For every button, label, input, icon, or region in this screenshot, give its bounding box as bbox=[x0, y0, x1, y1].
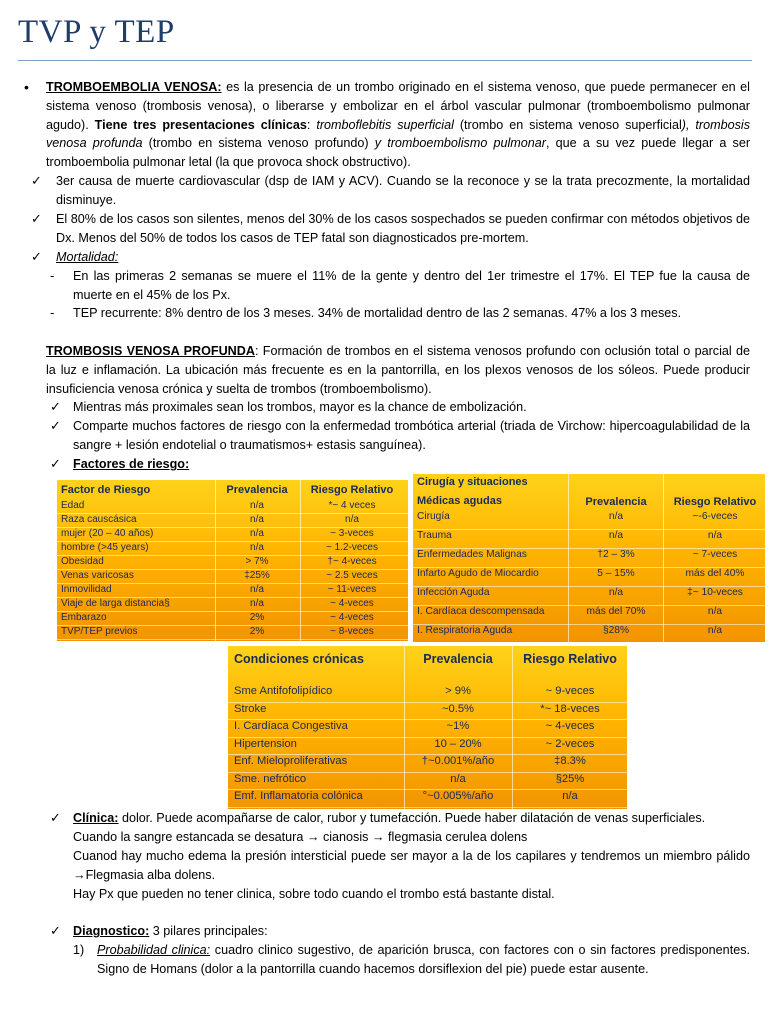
check-icon: ✓ bbox=[50, 923, 61, 938]
table-cell: ~ 11-veces bbox=[327, 584, 377, 595]
table-cell: Hipertension bbox=[234, 737, 297, 750]
table-column-divider bbox=[568, 474, 569, 642]
table-cell: > 7% bbox=[245, 556, 269, 567]
clinica-line-1 bbox=[73, 809, 750, 828]
table-cell: ‡8.3% bbox=[554, 755, 586, 767]
table-cell: ~ 8-veces bbox=[330, 626, 374, 637]
table-cell: n/a bbox=[250, 500, 264, 511]
table-cell: Cirugía bbox=[417, 511, 450, 522]
check-icon: ✓ bbox=[50, 399, 61, 414]
table-header-cell: Cirugía y situaciones bbox=[417, 476, 528, 488]
page-title: TVP y TEP bbox=[18, 14, 175, 50]
clinica-line-2: Cuando la sangre estancada se desatura → cianosis → flegmasia cerulea dolens bbox=[73, 830, 528, 844]
table-cell: n/a bbox=[562, 790, 578, 802]
table-cell: Infarto Agudo de Miocardio bbox=[417, 568, 539, 579]
table-cell: Stroke bbox=[234, 702, 267, 715]
clinica-text-1: dolor. Puede acompañarse de calor, rubor y tumefacción. Puede haber dilatación de venas superficiales. bbox=[118, 811, 706, 825]
table-cell: n/a bbox=[608, 530, 624, 541]
table-header-cell: Condiciones crónicas bbox=[234, 652, 364, 666]
table-cell: > 9% bbox=[445, 685, 471, 697]
table-cell: 10 – 20% bbox=[434, 737, 482, 750]
table-cell: Sme Antifofolipídico bbox=[234, 685, 333, 697]
table-cell: Infección Aguda bbox=[417, 587, 490, 598]
table-header-cell: Médicas agudas bbox=[417, 495, 502, 507]
table-cell: Venas varicosas bbox=[61, 570, 134, 581]
table-cell: Raza causcásica bbox=[61, 514, 137, 525]
table-cell: †2 – 3% bbox=[597, 549, 635, 560]
p2-text: : Formación de trombos en el sistema venosos profundo con oclusión total o parcial de la luz e inflamación. La ubicación más frecuente es en la pantorrilla, en los plexos venosos de los sóleos. Puede producir insuficiencia venosa crónica y suelta de trombos (tromboembolismo). bbox=[46, 344, 750, 396]
table-column-divider bbox=[215, 480, 216, 641]
heading-tromboembolia: TROMBOEMBOLIA VENOSA: bbox=[46, 80, 222, 94]
table-cell: ~0.5% bbox=[441, 702, 475, 715]
p1-italic-2: ), trombosis venosa profunda bbox=[46, 117, 750, 151]
table-cell: n/a bbox=[608, 511, 624, 522]
table-cell: Embarazo bbox=[61, 612, 107, 623]
table-cell: n/a bbox=[608, 587, 624, 598]
dash-item-2: TEP recurrente: 8% dentro de los 3 meses. 34% de mortalidad dentro de las 2 semanas. 47% a los 3 meses. bbox=[73, 306, 682, 320]
table-column-divider bbox=[663, 474, 664, 642]
table-cell: §28% bbox=[602, 625, 630, 636]
table-cell: n/a bbox=[250, 584, 264, 595]
table-cell: mujer (20 – 40 años) bbox=[61, 528, 154, 539]
table-cell: n/a bbox=[250, 528, 264, 539]
table-cell: *~ 4 veces bbox=[328, 500, 376, 511]
table-cell: más del 70% bbox=[586, 606, 646, 617]
table-cell: n/a bbox=[707, 530, 723, 541]
table-cell: Inmovilidad bbox=[61, 584, 112, 595]
table-cell: 2% bbox=[249, 612, 265, 623]
table-cell: n/a bbox=[707, 606, 723, 617]
table-cell: n/a bbox=[250, 598, 264, 609]
check-item-5: Comparte muchos factores de riesgo con la enfermedad trombótica arterial (triada de Virchow: hipercoagulabilidad de la sangre + lesión endotelial o traumatismos+ estasis sanguínea). bbox=[73, 419, 750, 452]
table-cell: Sme. nefrótico bbox=[234, 772, 307, 785]
table-cell: Enfermedades Malignas bbox=[417, 549, 527, 560]
p1-text-5: , que a su vez puede llegar a ser tromboembolia pulmonar letal (la que provoca shock obstructivo). bbox=[46, 136, 751, 170]
p1-italic-3: y tromboembolismo pulmonar bbox=[374, 136, 546, 151]
table-cell: ~ 2-veces bbox=[545, 737, 595, 750]
clinica-line-3: Cuanod hay mucho edema la presión intersticial puede ser mayor a la de los capilares y tendremos un miembro pálido →Flegmasia alba dolens. bbox=[73, 849, 750, 882]
table-cell: †~ 4-veces bbox=[327, 556, 377, 567]
diagnostico-item-1 bbox=[97, 941, 750, 979]
check-item-mortalidad bbox=[56, 248, 750, 267]
table-header-cell: Prevalencia bbox=[226, 484, 288, 496]
table-cell: ~ 3-veces bbox=[330, 528, 374, 539]
table-cell: n/a bbox=[450, 772, 466, 785]
table-cell: I. Cardíaca descompensada bbox=[417, 606, 545, 617]
dash-marker: - bbox=[50, 305, 55, 320]
mortalidad-label: Mortalidad: bbox=[56, 250, 119, 264]
table-header-cell: Prevalencia bbox=[423, 652, 493, 666]
list-number: 1) bbox=[73, 943, 85, 957]
table-cell: 5 – 15% bbox=[597, 568, 635, 579]
paragraph-tvp bbox=[46, 342, 750, 398]
table-cell: ‡~ 10-veces bbox=[687, 587, 743, 598]
table-cell: n/a bbox=[250, 514, 264, 525]
table-cell: ~ 9-veces bbox=[545, 685, 595, 697]
check-icon: ✓ bbox=[50, 418, 61, 433]
table-cell: †~0.001%/año bbox=[421, 755, 495, 767]
table-column-divider bbox=[300, 480, 301, 641]
p1-text-4: (trombo en sistema venoso profundo) bbox=[142, 136, 375, 151]
check-item-1: 3er causa de muerte cardiovascular (dsp de IAM y ACV). Cuando se la reconoce y se la trata precozmente, la mortalidad disminuye. bbox=[56, 174, 750, 207]
dash-marker: - bbox=[50, 268, 55, 283]
table-cell: ‡25% bbox=[244, 570, 270, 581]
diagnostico-label: Diagnostico: bbox=[73, 924, 150, 938]
risk-factors-table bbox=[57, 480, 408, 641]
table-cell: más del 40% bbox=[685, 568, 745, 579]
table-header-cell: Riesgo Relativo bbox=[523, 652, 617, 666]
table-cell: *~ 18-veces bbox=[540, 702, 600, 715]
table-cell: ~ 7-veces bbox=[692, 549, 738, 560]
table-cell: §25% bbox=[555, 772, 585, 785]
table-cell: ~ 1.2-veces bbox=[326, 542, 378, 553]
table-cell: n/a bbox=[707, 625, 723, 636]
table-cell: Viaje de larga distancia§ bbox=[61, 598, 170, 609]
check-icon: ✓ bbox=[31, 211, 42, 226]
p1-italic-1: tromboflebitis superficial bbox=[316, 117, 454, 132]
acute-conditions-table bbox=[413, 474, 765, 642]
table-cell: I. Respiratoria Aguda bbox=[417, 625, 513, 636]
chronic-conditions-table bbox=[228, 646, 627, 809]
heading-tvp: TROMBOSIS VENOSA PROFUNDA bbox=[46, 344, 255, 358]
bullet-icon: • bbox=[24, 79, 29, 95]
table-cell: ~ 4-veces bbox=[545, 720, 595, 732]
clinica-line-4: Hay Px que pueden no tener clinica, sobre todo cuando el trombo está bastante distal. bbox=[73, 887, 555, 901]
table-cell: I. Cardíaca Congestiva bbox=[234, 720, 348, 732]
table-cell: ~ 4-veces bbox=[330, 612, 374, 623]
check-icon: ✓ bbox=[31, 173, 42, 188]
table-cell: Obesidad bbox=[61, 556, 104, 567]
p1-bold: Tiene tres presentaciones clínicas bbox=[94, 117, 307, 132]
p1-text-2: : bbox=[306, 117, 317, 132]
table-cell: n/a bbox=[345, 514, 359, 525]
table-cell: Emf. Inflamatoria colónica bbox=[234, 790, 363, 802]
table-cell: °~0.005%/año bbox=[422, 790, 494, 802]
factores-label: Factores de riesgo: bbox=[73, 457, 190, 471]
diagnostico-text: 3 pilares principales: bbox=[149, 924, 268, 938]
table-cell: Edad bbox=[61, 500, 85, 511]
table-cell: ~-6-veces bbox=[692, 511, 738, 522]
table-header-cell: Prevalencia bbox=[585, 496, 647, 508]
table-cell: ~1% bbox=[446, 720, 470, 732]
title-divider bbox=[18, 60, 752, 61]
table-cell: n/a bbox=[250, 542, 264, 553]
table-cell: hombre (>45 years) bbox=[61, 542, 149, 553]
table-cell: TVP/TEP previos bbox=[61, 626, 138, 637]
table-header-cell: Riesgo Relativo bbox=[673, 496, 757, 508]
table-column-divider bbox=[512, 646, 513, 809]
table-header-cell: Factor de Riesgo bbox=[61, 484, 151, 496]
dash-item-1: En las primeras 2 semanas se muere el 11% de la gente y dentro del 1er trimestre el 17%. El TEP fue la causa de muerte en el 45% de los Px. bbox=[73, 269, 750, 302]
table-cell: Trauma bbox=[417, 530, 452, 541]
probabilidad-label: Probabilidad clinica: bbox=[97, 943, 211, 957]
check-item-factores bbox=[73, 455, 373, 474]
paragraph-tromboembolia bbox=[46, 78, 750, 172]
check-item-2: El 80% de los casos son silentes, menos del 30% de los casos sospechados se pueden confirmar con métodos objetivos de Dx. Menos del 50% de todos los casos de TEP fatal son diagnosticados pre-mortem. bbox=[56, 212, 750, 245]
table-cell: ~ 2.5 veces bbox=[326, 570, 378, 581]
table-header-cell: Riesgo Relativo bbox=[310, 484, 394, 496]
check-item-4: Mientras más proximales sean los trombos, mayor es la chance de embolización. bbox=[73, 400, 527, 414]
table-cell: Enf. Mieloproliferativas bbox=[234, 755, 348, 767]
diagnostico-line bbox=[73, 922, 750, 941]
p1-text-3: (trombo en sistema venoso superficial bbox=[453, 117, 682, 132]
clinica-label: Clínica: bbox=[73, 811, 119, 825]
check-icon: ✓ bbox=[50, 810, 61, 825]
p1-text-1: es la presencia de un trombo originado en el sistema venoso, que puede permanecer en el sistema venoso (trombosis venosa), o liberarse y embolizar en el árbol vascular pulmonar (tromboembolismo pulmonar agudo). bbox=[46, 80, 750, 132]
table-column-divider bbox=[404, 646, 405, 809]
table-cell: ~ 4-veces bbox=[330, 598, 374, 609]
check-icon: ✓ bbox=[50, 456, 61, 471]
probabilidad-text: cuadro clinico sugestivo, de aparición brusca, con factores con o sin factores predisponentes. Signo de Homans (dolor a la pantorrilla cuando hacemos dorsiflexion del pie) puede estar ausente. bbox=[97, 943, 750, 976]
check-icon: ✓ bbox=[31, 249, 42, 264]
table-cell: 2% bbox=[249, 626, 265, 637]
